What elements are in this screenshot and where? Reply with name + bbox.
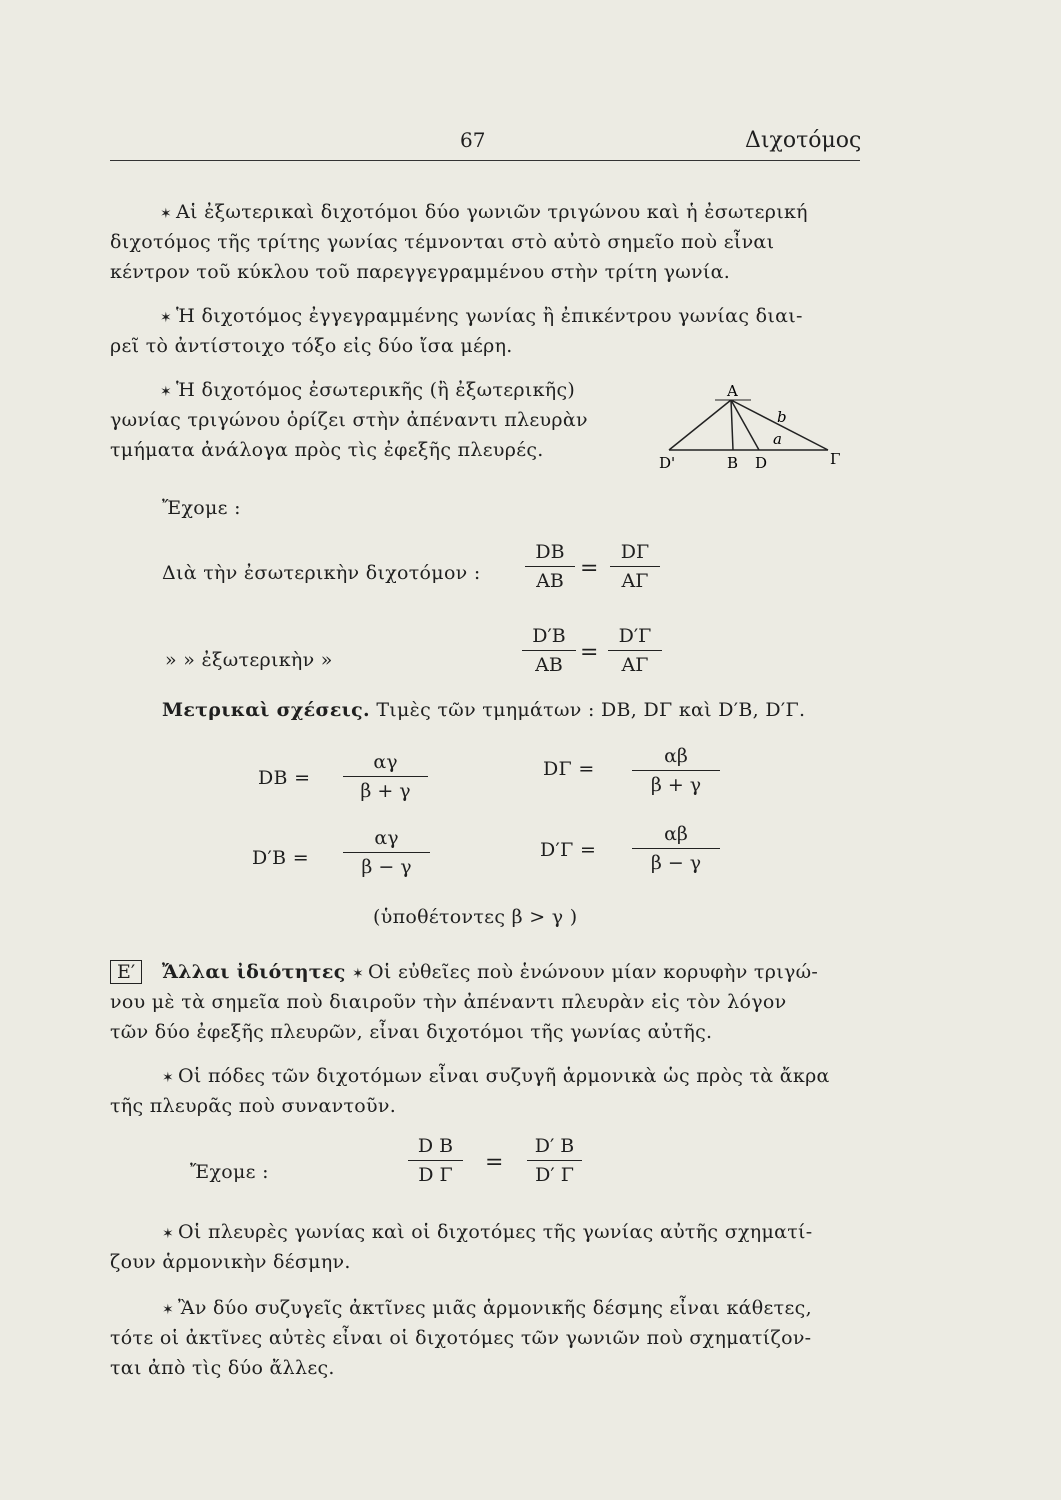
para5-line2: τῆς πλευρᾶς ποὺ συναντοῦν. [110,1095,397,1117]
para6-line1: ✶ Οἱ πλευρὲς γωνίας καὶ οἱ διχοτόμες τῆς γωνίας αὐτῆς σχηματί- [162,1221,813,1243]
figure-label-a: A [727,382,738,400]
numerator: DB [535,541,565,563]
equals-sign: = [580,556,599,581]
figure-side-c [731,400,733,450]
section-e-line2: νου μὲ τὰ σημεῖα ποὺ διαιροῦν τὴν ἀπέναντι πλευρὰν εἰς τὸν λόγον [110,991,787,1013]
para6-line2: ζουν ἁρμονικὴν δέσμην. [110,1251,351,1273]
para1-line1: ✶ Αἱ ἐξωτερικαὶ διχοτόμοι δύο γωνιῶν τριγώνου καὶ ἡ ἐσωτερική [160,201,808,223]
formula-db-lhs: DB = [258,767,311,789]
denominator: β − γ [361,856,412,878]
denominator: AΓ [621,570,649,592]
numerator: αγ [374,827,399,849]
numerator: D′B [532,625,566,647]
fraction [632,822,720,875]
numerator: DΓ [620,541,650,563]
fraction [408,1134,463,1187]
fraction [343,826,430,879]
fraction [525,540,575,593]
fraction [610,540,660,593]
figure-label-b-point: B [727,454,739,472]
denominator: β + γ [650,774,702,796]
fraction [527,1134,582,1187]
star-icon: ✶ [160,310,173,326]
section-title: Ἄλλαι ἰδιότητες [162,961,346,983]
bisector-figure [655,378,840,473]
para1-line3: κέντρον τοῦ κύκλου τοῦ παρεγγεγραμμένου στὴν τρίτη γωνία. [110,261,731,283]
figure-label-b: b [777,408,787,426]
header-rule [110,160,860,161]
internal-bisector-label: Διὰ τὴν ἐσωτερικὴν διχοτόμον : [162,562,481,584]
equals-sign: = [485,1150,504,1175]
para7-line2: τότε οἱ ἀκτῖνες αὐτὲς εἶναι οἱ διχοτόμες τῶν γωνιῶν ποὺ σχηματίζον- [110,1327,812,1349]
para2-line2: ρεῖ τὸ ἀντίστοιχο τόξο εἰς δύο ἴσα μέρη. [110,335,513,357]
para5-line1: ✶ Οἱ πόδες τῶν διχοτόμων εἶναι συζυγῆ ἁρμονικὰ ὡς πρὸς τὰ ἄκρα [162,1065,830,1087]
section-label-box: Ε′ [110,960,142,984]
metric-relations [162,698,805,722]
denominator: β + γ [360,780,411,802]
metric-title: Μετρικαὶ σχέσεις. [162,699,370,721]
echome-label-2: Ἔχομε : [190,1161,269,1183]
figure-label-d: D [755,454,768,472]
para2-line1: ✶ Ἡ διχοτόμος ἐγγεγραμμένης γωνίας ἢ ἐπικέντρου γωνίας διαι- [160,305,803,327]
star-icon: ✶ [160,206,173,222]
numerator: D′ B [534,1135,575,1157]
section-e-line1: Ἄλλαι ἰδιότητες ✶ Οἱ εὐθεῖες ποὺ ἑνώνουν μίαν κορυφὴν τριγώ- [162,961,819,983]
denominator: AB [536,570,564,592]
numerator: αγ [373,751,398,773]
para1-line2: διχοτόμος τῆς τρίτης γωνίας τέμνονται στὸ αὐτὸ σημεῖο ποὺ εἶναι [110,231,775,253]
fraction [522,624,576,677]
numerator: αβ [664,745,688,767]
page-title: Διχοτόμος [745,128,862,153]
equals-sign: = [580,640,599,665]
section-e-line3: τῶν δύο ἐφεξῆς πλευρῶν, εἶναι διχοτόμοι τῆς γωνίας αὐτῆς. [110,1021,713,1043]
formula-d1b-lhs: D′B = [252,847,309,869]
figure-label-alpha: a [773,430,782,448]
para7-line1: ✶ Ἂν δύο συζυγεῖς ἀκτῖνες μιᾶς ἁρμονικῆς δέσμης εἶναι κάθετες, [162,1297,812,1319]
denominator: D′ Γ [535,1164,574,1186]
star-icon: ✶ [160,384,173,400]
formula-dg-lhs: DΓ = [543,758,595,780]
para3-line1: ✶ Ἡ διχοτόμος ἐσωτερικῆς (ἢ ἐξωτερικῆς) [160,379,576,401]
page-number: 67 [460,128,486,152]
denominator: β − γ [650,852,702,874]
external-bisector-label: » » ἐξωτερικὴν » [165,649,333,671]
para3-line3: τμήματα ἀνάλογα πρὸς τὶς ἐφεξῆς πλευρές. [110,439,544,461]
formula-d1g-lhs: D′Γ = [540,839,597,861]
numerator: αβ [664,823,688,845]
fraction [608,624,662,677]
fraction [632,744,720,797]
denominator: AB [535,654,563,676]
figure-line-d1-a [669,400,731,450]
metric-text: Τιμὲς τῶν τμημάτων : DB, DΓ καὶ D′B, D′Γ. [376,699,806,721]
figure-label-g: Γ [830,450,840,468]
numerator: D B [417,1135,454,1157]
figure-label-d1: D' [659,454,676,472]
para7-line3: ται ἀπὸ τὶς δύο ἄλλες. [110,1357,335,1379]
denominator: D Γ [418,1164,453,1186]
para3-line2: γωνίας τριγώνου ὁρίζει στὴν ἀπέναντι πλευρὰν [110,409,588,431]
star-icon: ✶ [162,1302,175,1318]
fraction [343,750,428,803]
assumption-note: (ὑποθέτοντες β > γ ) [373,906,578,928]
star-icon: ✶ [162,1226,175,1242]
numerator: D′Γ [618,625,652,647]
star-icon: ✶ [162,1070,175,1086]
echome-label: Ἔχομε : [162,497,241,519]
star-icon: ✶ [351,966,364,982]
denominator: AΓ [621,654,649,676]
